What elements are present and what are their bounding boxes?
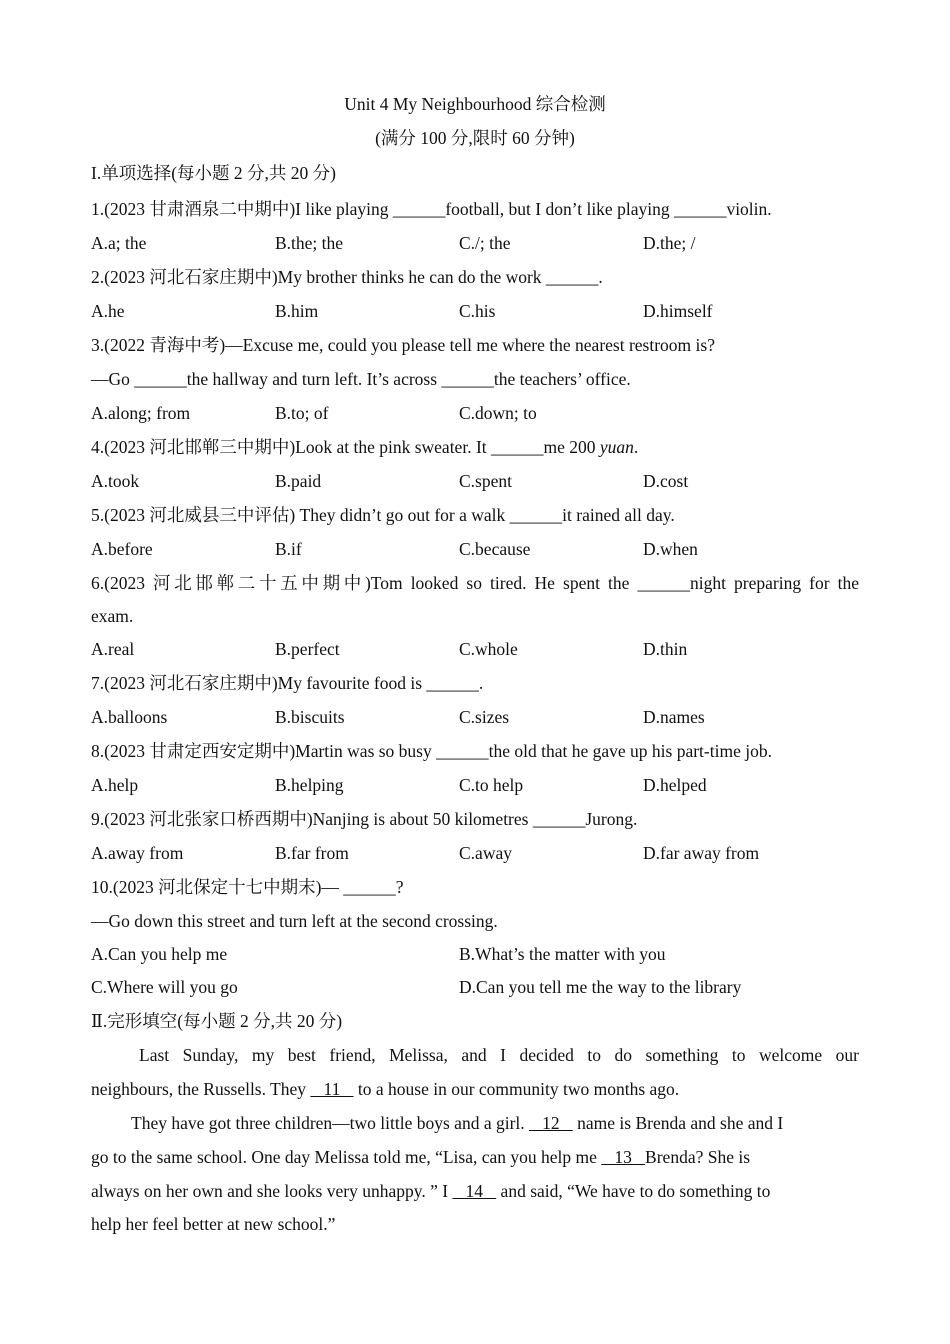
question-3-stem: 3.(2022 青海中考)—Excuse me, could you please tell me where the nearest restroom is? (91, 335, 715, 355)
cloze-blank-13: 13 (601, 1147, 646, 1167)
option-c: C.to help (459, 775, 524, 795)
option-d: D.helped (643, 775, 707, 795)
page-subtitle: (满分 100 分,限时 60 分钟) (375, 128, 575, 148)
option-d: D.the; / (643, 233, 696, 253)
option-c: C.because (459, 539, 531, 559)
option-a: A.he (91, 301, 125, 321)
cloze-paragraph-1-line-1: Last Sunday, my best friend, Melissa, and I decided to do something to welcome our (139, 1045, 859, 1065)
question-5-stem: 5.(2023 河北威县三中评估) They didn’t go out for a walk ______it rained all day. (91, 505, 675, 525)
option-c: C.away (459, 843, 512, 863)
option-b: B.What’s the matter with you (459, 944, 666, 964)
option-d: D.himself (643, 301, 713, 321)
option-d: D.far away from (643, 843, 760, 863)
option-c: C.Where will you go (91, 977, 238, 997)
cloze-text: neighbours, the Russells. They (91, 1079, 311, 1099)
question-4-stem-italic: yuan (599, 437, 634, 457)
section-1-heading: I.单项选择(每小题 2 分,共 20 分) (91, 163, 336, 183)
option-c: C./; the (459, 233, 511, 253)
option-d: D.thin (643, 639, 688, 659)
option-a: A.before (91, 539, 153, 559)
question-4-stem-text: 4.(2023 河北邯郸三中期中)Look at the pink sweater. It ______me 200 (91, 437, 600, 457)
cloze-blank-14: 14 (452, 1181, 497, 1201)
option-d: D.names (643, 707, 705, 727)
option-a: A.took (91, 471, 140, 491)
option-d: D.cost (643, 471, 689, 491)
question-4-stem-end: . (633, 437, 639, 457)
option-a: A.away from (91, 843, 184, 863)
option-d: D.when (643, 539, 698, 559)
option-a: A.a; the (91, 233, 147, 253)
option-b: B.the; the (275, 233, 344, 253)
page-title: Unit 4 My Neighbourhood 综合检测 (344, 94, 606, 114)
cloze-paragraph-1-line-2 (91, 1078, 859, 1100)
option-b: B.biscuits (275, 707, 345, 727)
option-a: A.Can you help me (91, 944, 228, 964)
option-c: C.down; to (459, 403, 537, 423)
cloze-text: always on her own and she looks very unhappy. ” I (91, 1181, 453, 1201)
option-c: C.his (459, 301, 496, 321)
option-a: A.along; from (91, 403, 191, 423)
question-1-stem: 1.(2023 甘肃酒泉二中期中)I like playing ______football, but I don’t like playing ______violin. (91, 199, 772, 219)
option-b: B.far from (275, 843, 349, 863)
option-b: B.if (275, 539, 302, 559)
option-b: B.him (275, 301, 319, 321)
option-a: A.real (91, 639, 135, 659)
cloze-blank-12: 12 (529, 1113, 573, 1133)
option-b: B.to; of (275, 403, 329, 423)
cloze-text: to a house in our community two months ago. (353, 1079, 680, 1099)
option-b: B.helping (275, 775, 344, 795)
cloze-text: go to the same school. One day Melissa told me, “Lisa, can you help me (91, 1147, 602, 1167)
question-4-stem (91, 436, 859, 458)
cloze-paragraph-2-line-3 (91, 1180, 859, 1202)
question-8-stem: 8.(2023 甘肃定西安定期中)Martin was so busy ______the old that he gave up his part-time job. (91, 741, 772, 761)
option-b: B.paid (275, 471, 322, 491)
option-c: C.sizes (459, 707, 510, 727)
section-2-heading: Ⅱ.完形填空(每小题 2 分,共 20 分) (91, 1011, 343, 1031)
option-b: B.perfect (275, 639, 340, 659)
question-6-stem: 6.(2023 河北邯郸二十五中期中)Tom looked so tired. He spent the ______night preparing for the (91, 573, 859, 593)
cloze-text: They have got three children—two little boys and a girl. (131, 1113, 530, 1133)
option-d: D.Can you tell me the way to the library (459, 977, 742, 997)
question-10-stem: 10.(2023 河北保定十七中期末)— ______? (91, 877, 404, 897)
question-7-stem: 7.(2023 河北石家庄期中)My favourite food is ______. (91, 673, 484, 693)
cloze-blank-11: 11 (310, 1079, 354, 1099)
option-a: A.help (91, 775, 139, 795)
cloze-paragraph-2-line-2 (91, 1146, 859, 1168)
option-a: A.balloons (91, 707, 168, 727)
question-6-stem-2: exam. (91, 606, 134, 626)
question-9-stem: 9.(2023 河北张家口桥西期中)Nanjing is about 50 kilometres ______Jurong. (91, 809, 638, 829)
question-3-stem-2: —Go ______the hallway and turn left. It’s across ______the teachers’ office. (91, 369, 631, 389)
cloze-paragraph-2-line-1 (131, 1112, 859, 1134)
question-10-stem-2: —Go down this street and turn left at the second crossing. (91, 911, 498, 931)
cloze-paragraph-2-line-4: help her feel better at new school.” (91, 1214, 336, 1234)
cloze-text: and said, “We have to do something to (496, 1181, 771, 1201)
option-c: C.whole (459, 639, 518, 659)
cloze-text: Brenda? She is (645, 1147, 751, 1167)
question-2-stem: 2.(2023 河北石家庄期中)My brother thinks he can do the work ______. (91, 267, 603, 287)
option-c: C.spent (459, 471, 512, 491)
cloze-text: name is Brenda and she and I (572, 1113, 784, 1133)
